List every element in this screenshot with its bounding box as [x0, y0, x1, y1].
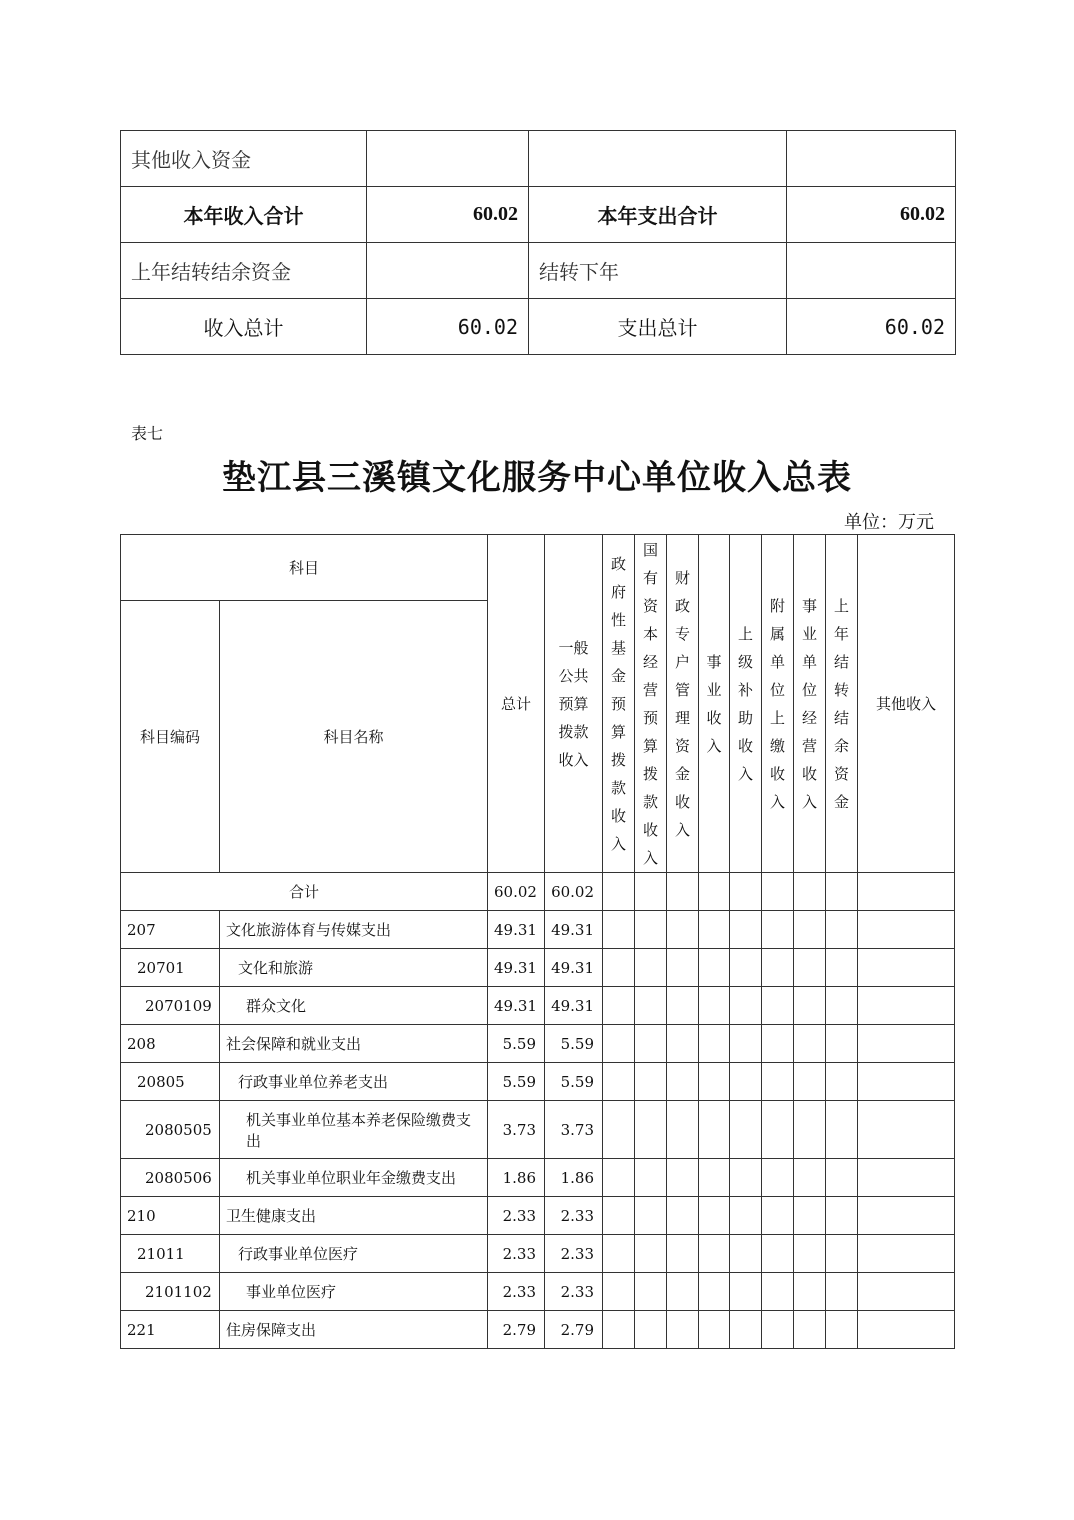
summary-right-label: 本年支出合计	[529, 187, 787, 243]
empty-cell	[699, 1273, 730, 1311]
summary-right-value	[787, 131, 956, 187]
empty-cell	[635, 949, 667, 987]
empty-cell	[603, 1197, 635, 1235]
summary-row	[121, 187, 956, 243]
subject-code: 20805	[121, 1063, 220, 1101]
empty-cell	[826, 1025, 858, 1063]
empty-cell	[667, 1197, 699, 1235]
empty-cell	[635, 1101, 667, 1159]
empty-cell	[667, 1235, 699, 1273]
general-budget-value: 60.02	[545, 873, 603, 911]
subject-code: 2070109	[121, 987, 220, 1025]
empty-cell	[667, 1063, 699, 1101]
empty-cell	[603, 1235, 635, 1273]
empty-cell	[826, 1273, 858, 1311]
empty-cell	[667, 1311, 699, 1349]
general-budget-value: 1.86	[545, 1159, 603, 1197]
total-label: 合计	[121, 873, 488, 911]
empty-cell	[635, 1063, 667, 1101]
empty-cell	[762, 987, 794, 1025]
total-value: 2.79	[488, 1311, 545, 1349]
empty-cell	[794, 1197, 826, 1235]
empty-cell	[794, 1101, 826, 1159]
empty-cell	[730, 1159, 762, 1197]
summary-left-value	[367, 131, 529, 187]
empty-cell	[858, 1063, 955, 1101]
empty-cell	[794, 949, 826, 987]
total-row	[121, 873, 955, 911]
empty-cell	[858, 911, 955, 949]
general-budget-value: 5.59	[545, 1025, 603, 1063]
table-row	[121, 1197, 955, 1235]
total-value: 5.59	[488, 1063, 545, 1101]
summary-left-label: 上年结转结余资金	[121, 243, 367, 299]
summary-row	[121, 243, 956, 299]
header-affiliated-remit: 附 属 单 位 上 缴 收 入	[762, 535, 794, 873]
empty-cell	[762, 1197, 794, 1235]
empty-cell	[762, 1235, 794, 1273]
general-budget-value: 2.79	[545, 1311, 603, 1349]
empty-cell	[762, 1159, 794, 1197]
summary-right-value: 60.02	[787, 299, 956, 355]
empty-cell	[667, 1273, 699, 1311]
empty-cell	[858, 1025, 955, 1063]
summary-left-label: 收入总计	[121, 299, 367, 355]
page-title: 垫江县三溪镇文化服务中心单位收入总表	[222, 458, 852, 498]
header-carryover: 上 年 结 转 结 余 资 金	[826, 535, 858, 873]
empty-cell	[826, 1235, 858, 1273]
empty-cell	[858, 1101, 955, 1159]
subject-code: 20701	[121, 949, 220, 987]
empty-cell	[730, 1063, 762, 1101]
empty-cell	[730, 949, 762, 987]
header-business-operation: 事 业 单 位 经 营 收 入	[794, 535, 826, 873]
total-value: 60.02	[488, 873, 545, 911]
summary-right-label: 支出总计	[529, 299, 787, 355]
subject-code: 210	[121, 1197, 220, 1235]
empty-cell	[699, 1025, 730, 1063]
empty-cell	[762, 1273, 794, 1311]
empty-cell	[699, 1311, 730, 1349]
subject-code: 221	[121, 1311, 220, 1349]
empty-cell	[635, 911, 667, 949]
header-superior-subsidy: 上 级 补 助 收 入	[730, 535, 762, 873]
summary-right-value	[787, 243, 956, 299]
empty-cell	[794, 1063, 826, 1101]
empty-cell	[762, 1025, 794, 1063]
general-budget-value: 5.59	[545, 1063, 603, 1101]
subject-name: 卫生健康支出	[220, 1197, 488, 1235]
empty-cell	[667, 1101, 699, 1159]
subject-name: 群众文化	[220, 987, 488, 1025]
table-row	[121, 1311, 955, 1349]
general-budget-value: 2.33	[545, 1273, 603, 1311]
empty-cell	[603, 911, 635, 949]
empty-cell	[667, 911, 699, 949]
header-state-capital: 国 有 资 本 经 营 预 算 拨 款 收 入	[635, 535, 667, 873]
subject-code: 2101102	[121, 1273, 220, 1311]
summary-left-value: 60.02	[367, 187, 529, 243]
empty-cell	[603, 949, 635, 987]
summary-right-value: 60.02	[787, 187, 956, 243]
empty-cell	[730, 911, 762, 949]
empty-cell	[730, 1025, 762, 1063]
empty-cell	[794, 911, 826, 949]
general-budget-value: 2.33	[545, 1197, 603, 1235]
empty-cell	[667, 1159, 699, 1197]
empty-cell	[762, 911, 794, 949]
table-row	[121, 1063, 955, 1101]
empty-cell	[730, 987, 762, 1025]
table-row	[121, 911, 955, 949]
general-budget-value: 49.31	[545, 949, 603, 987]
empty-cell	[635, 987, 667, 1025]
subject-code: 2080505	[121, 1101, 220, 1159]
empty-cell	[603, 987, 635, 1025]
table-row	[121, 1025, 955, 1063]
header-subject-code: 科目编码	[121, 601, 220, 873]
empty-cell	[826, 1311, 858, 1349]
header-other-income: 其他收入	[858, 535, 955, 873]
empty-cell	[699, 987, 730, 1025]
empty-cell	[826, 987, 858, 1025]
empty-cell	[858, 949, 955, 987]
empty-cell	[603, 1101, 635, 1159]
empty-cell	[762, 1101, 794, 1159]
empty-cell	[826, 1159, 858, 1197]
empty-cell	[635, 1273, 667, 1311]
header-fiscal-special: 财 政 专 户 管 理 资 金 收 入	[667, 535, 699, 873]
empty-cell	[635, 1025, 667, 1063]
total-value: 49.31	[488, 949, 545, 987]
subject-code: 2080506	[121, 1159, 220, 1197]
empty-cell	[858, 987, 955, 1025]
empty-cell	[794, 1273, 826, 1311]
general-budget-value: 2.33	[545, 1235, 603, 1273]
empty-cell	[762, 949, 794, 987]
header-general-budget: 一般 公共 预算 拨款 收入	[545, 535, 603, 873]
empty-cell	[635, 1235, 667, 1273]
empty-cell	[603, 1025, 635, 1063]
subject-name: 事业单位医疗	[220, 1273, 488, 1311]
summary-table	[120, 130, 956, 355]
summary-right-label: 结转下年	[529, 243, 787, 299]
subject-code: 207	[121, 911, 220, 949]
summary-left-value	[367, 243, 529, 299]
empty-cell	[794, 1235, 826, 1273]
empty-cell	[858, 1159, 955, 1197]
empty-cell	[667, 1025, 699, 1063]
header-subject: 科目	[121, 535, 488, 601]
empty-cell	[858, 1273, 955, 1311]
empty-cell	[699, 949, 730, 987]
empty-cell	[730, 1101, 762, 1159]
empty-cell	[730, 1197, 762, 1235]
empty-cell	[699, 1101, 730, 1159]
empty-cell	[635, 1159, 667, 1197]
total-value: 2.33	[488, 1197, 545, 1235]
table-row	[121, 1101, 955, 1159]
income-table	[120, 534, 955, 1349]
total-value: 49.31	[488, 987, 545, 1025]
subject-name: 文化旅游体育与传媒支出	[220, 911, 488, 949]
empty-cell	[826, 949, 858, 987]
header-total: 总计	[488, 535, 545, 873]
empty-cell	[603, 1063, 635, 1101]
total-value: 1.86	[488, 1159, 545, 1197]
empty-cell	[699, 1197, 730, 1235]
subject-name: 住房保障支出	[220, 1311, 488, 1349]
summary-left-label: 其他收入资金	[121, 131, 367, 187]
subject-name: 社会保障和就业支出	[220, 1025, 488, 1063]
summary-left-label: 本年收入合计	[121, 187, 367, 243]
table-row	[121, 987, 955, 1025]
empty-cell	[699, 1063, 730, 1101]
total-value: 2.33	[488, 1273, 545, 1311]
unit-label: 单位：万元	[844, 512, 934, 533]
empty-cell	[730, 1273, 762, 1311]
empty-cell	[635, 1311, 667, 1349]
subject-name: 机关事业单位基本养老保险缴费支出	[220, 1101, 488, 1159]
empty-cell	[603, 1273, 635, 1311]
table-row	[121, 1235, 955, 1273]
empty-cell	[667, 949, 699, 987]
empty-cell	[699, 1159, 730, 1197]
subject-name: 机关事业单位职业年金缴费支出	[220, 1159, 488, 1197]
subject-name: 行政事业单位养老支出	[220, 1063, 488, 1101]
general-budget-value: 3.73	[545, 1101, 603, 1159]
empty-cell	[730, 1235, 762, 1273]
empty-cell	[826, 1063, 858, 1101]
total-value: 3.73	[488, 1101, 545, 1159]
general-budget-value: 49.31	[545, 987, 603, 1025]
subject-name: 文化和旅游	[220, 949, 488, 987]
subject-name: 行政事业单位医疗	[220, 1235, 488, 1273]
empty-cell	[794, 1311, 826, 1349]
table-row	[121, 1159, 955, 1197]
subject-code: 208	[121, 1025, 220, 1063]
empty-cell	[762, 1311, 794, 1349]
empty-cell	[699, 1235, 730, 1273]
total-value: 2.33	[488, 1235, 545, 1273]
summary-row	[121, 299, 956, 355]
header-gov-fund: 政 府 性 基 金 预 算 拨 款 收 入	[603, 535, 635, 873]
general-budget-value: 49.31	[545, 911, 603, 949]
empty-cell	[667, 987, 699, 1025]
table-number: 表七	[131, 424, 164, 443]
table-row	[121, 1273, 955, 1311]
empty-cell	[858, 1197, 955, 1235]
empty-cell	[730, 1311, 762, 1349]
summary-row	[121, 131, 956, 187]
empty-cell	[826, 1101, 858, 1159]
subject-code: 21011	[121, 1235, 220, 1273]
empty-cell	[858, 1235, 955, 1273]
summary-right-label	[529, 131, 787, 187]
summary-left-value: 60.02	[367, 299, 529, 355]
empty-cell	[826, 1197, 858, 1235]
header-subject-name: 科目名称	[220, 601, 488, 873]
empty-cell	[699, 911, 730, 949]
empty-cell	[603, 1311, 635, 1349]
empty-cell	[635, 1197, 667, 1235]
header-business-income: 事 业 收 入	[699, 535, 730, 873]
total-value: 49.31	[488, 911, 545, 949]
empty-cell	[794, 987, 826, 1025]
table-row	[121, 949, 955, 987]
total-value: 5.59	[488, 1025, 545, 1063]
empty-cell	[762, 1063, 794, 1101]
empty-cell	[794, 1025, 826, 1063]
empty-cell	[603, 1159, 635, 1197]
empty-cell	[826, 911, 858, 949]
empty-cell	[858, 1311, 955, 1349]
empty-cell	[794, 1159, 826, 1197]
